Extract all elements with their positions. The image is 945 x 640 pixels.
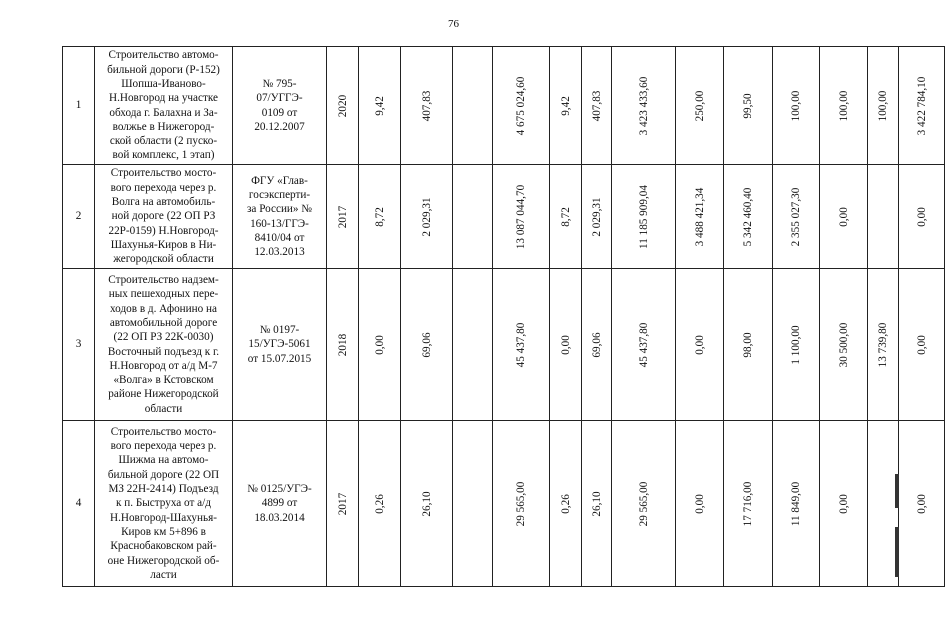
cell-amount-2018 xyxy=(724,47,773,165)
cell-amount-2019 xyxy=(773,165,820,269)
cell-value: 2 029,31 xyxy=(590,196,603,237)
table-row xyxy=(63,165,945,269)
cell-value: 2 355 027,30 xyxy=(789,187,802,246)
cell-value: 8,72 xyxy=(373,206,386,227)
cell-estimated-cost xyxy=(493,47,550,165)
cell-area xyxy=(401,269,453,421)
cell-value: 9,42 xyxy=(373,95,386,116)
cell-gap xyxy=(453,47,493,165)
cell-value: 0,26 xyxy=(373,493,386,514)
expertise-conclusion: № 795- 07/УГГЭ- 0109 от 20.12.2007 xyxy=(233,47,327,165)
cell-amount-2017 xyxy=(676,165,724,269)
cell-value: 2 029,31 xyxy=(420,196,433,237)
cell-value: 2020 xyxy=(336,94,349,117)
cell-value: 69,06 xyxy=(420,331,433,358)
cell-remaining-cost xyxy=(612,269,676,421)
cell-area xyxy=(401,165,453,269)
cell-value: 9,42 xyxy=(559,95,572,116)
cell-value: 8,72 xyxy=(559,206,572,227)
cell-area xyxy=(401,47,453,165)
cell-amount-2018 xyxy=(724,269,773,421)
cell-value: 0,00 xyxy=(915,493,928,514)
cell-value: 17 716,00 xyxy=(741,481,754,526)
cell-value: 1 100,00 xyxy=(789,324,802,365)
cell-value: 45 437,80 xyxy=(637,322,650,367)
cell-year xyxy=(327,421,359,587)
cell-amount-2019 xyxy=(773,47,820,165)
expertise-conclusion: № 0125/УГЭ- 4899 от 18.03.2014 xyxy=(233,421,327,587)
cell-amount-after xyxy=(899,269,945,421)
cell-length-km-2 xyxy=(550,47,582,165)
scan-edge-mark xyxy=(895,474,899,508)
table-row xyxy=(63,421,945,587)
cell-amount-2018 xyxy=(724,165,773,269)
cell-value: 3 488 421,34 xyxy=(693,187,706,246)
cell-value: 99,50 xyxy=(741,92,754,119)
cell-area xyxy=(401,421,453,587)
cell-remaining-cost xyxy=(612,165,676,269)
cell-value: 407,83 xyxy=(590,90,603,121)
cell-value: 407,83 xyxy=(420,90,433,121)
cell-value: 100,00 xyxy=(837,90,850,121)
cell-value: 2018 xyxy=(336,333,349,356)
cell-area-2 xyxy=(582,165,612,269)
cell-year xyxy=(327,47,359,165)
cell-amount-2020 xyxy=(820,421,868,587)
cell-amount-2017 xyxy=(676,269,724,421)
cell-amount-2021 xyxy=(868,47,899,165)
page-number: 76 xyxy=(448,18,459,30)
cell-area-2 xyxy=(582,421,612,587)
cell-gap xyxy=(453,269,493,421)
cell-estimated-cost xyxy=(493,269,550,421)
cell-year xyxy=(327,165,359,269)
cell-amount-2018 xyxy=(724,421,773,587)
cell-value: 2017 xyxy=(336,492,349,515)
cell-value: 11 849,00 xyxy=(789,481,802,526)
cell-value: 4 675 024,60 xyxy=(514,76,527,135)
table-row xyxy=(63,269,945,421)
cell-value: 26,10 xyxy=(590,490,603,517)
cell-value: 0,00 xyxy=(559,334,572,355)
cell-value: 0,00 xyxy=(693,334,706,355)
cell-value: 29 565,00 xyxy=(637,481,650,526)
object-name: Строительство мосто- вого перехода через р. Шижма на автомо- бильной дороге (22 ОП МЗ 22Н-2414) Подъезд к п. Быструха от а/д Н.Новгород-Шахунья- Киров км 5+896 в Краснобаковском рай- оне Нижегородской об- ласти xyxy=(95,421,233,587)
cell-amount-after xyxy=(899,421,945,587)
cell-value: 0,26 xyxy=(559,493,572,514)
cell-area-2 xyxy=(582,269,612,421)
cell-amount-2019 xyxy=(773,269,820,421)
cell-gap xyxy=(453,421,493,587)
cell-amount-2020 xyxy=(820,165,868,269)
cell-amount-2019 xyxy=(773,421,820,587)
cell-value: 11 185 909,04 xyxy=(637,184,650,249)
cell-amount-2017 xyxy=(676,421,724,587)
cell-value: 30 500,00 xyxy=(837,322,850,367)
table-row xyxy=(63,47,945,165)
row-number: 3 xyxy=(63,269,95,421)
cell-value: 98,00 xyxy=(741,331,754,358)
object-name: Строительство надзем- ных пешеходных пере- ходов в д. Афонино на автомобильной дороге (22 ОП РЗ 22К-0030) Восточный подъезд к г. Н.Новгород от а/д М-7 «Волга» в Кстовском районе Нижегородской области xyxy=(95,269,233,421)
cell-amount-2021 xyxy=(868,165,899,269)
cell-gap xyxy=(453,165,493,269)
cell-value: 13 087 044,70 xyxy=(514,184,527,249)
cell-value: 0,00 xyxy=(837,206,850,227)
cell-estimated-cost xyxy=(493,421,550,587)
cell-value: 45 437,80 xyxy=(514,322,527,367)
cell-remaining-cost xyxy=(612,47,676,165)
cell-value: 100,00 xyxy=(789,90,802,121)
cell-value: 100,00 xyxy=(876,90,889,121)
cell-value: 0,00 xyxy=(915,206,928,227)
cell-year xyxy=(327,269,359,421)
cell-value: 13 739,80 xyxy=(876,322,889,367)
cell-amount-2021 xyxy=(868,421,899,587)
cell-value: 0,00 xyxy=(693,493,706,514)
cell-value: 3 422 784,10 xyxy=(915,76,928,135)
cell-value: 0,00 xyxy=(373,334,386,355)
cell-remaining-cost xyxy=(612,421,676,587)
expertise-conclusion: № 0197- 15/УГЭ-5061 от 15.07.2015 xyxy=(233,269,327,421)
cell-length-km-2 xyxy=(550,269,582,421)
row-number: 1 xyxy=(63,47,95,165)
cell-value: 0,00 xyxy=(837,493,850,514)
row-number: 4 xyxy=(63,421,95,587)
cell-value: 2017 xyxy=(336,205,349,228)
object-name: Строительство мосто- вого перехода через р. Волга на автомобиль- ной дороге (22 ОП РЗ 22Р-0159) Н.Новгород- Шахунья-Киров в Ни- жегородской области xyxy=(95,165,233,269)
cell-amount-after xyxy=(899,165,945,269)
cell-amount-2020 xyxy=(820,47,868,165)
cell-value: 3 423 433,60 xyxy=(637,76,650,135)
cell-length-km xyxy=(359,47,401,165)
expertise-conclusion: ФГУ «Глав- госэксперти- за России» № 160-13/ГГЭ- 8410/04 от 12.03.2013 xyxy=(233,165,327,269)
object-name: Строительство автомо- бильной дороги (Р-152) Шопша-Иваново- Н.Новгород на участке обхода г. Балахна и За- волжье в Нижегород- ской области (2 пуско- вой комплекс, 1 этап) xyxy=(95,47,233,165)
cell-value: 0,00 xyxy=(915,334,928,355)
cell-estimated-cost xyxy=(493,165,550,269)
row-number: 2 xyxy=(63,165,95,269)
cell-value: 29 565,00 xyxy=(514,481,527,526)
cell-area-2 xyxy=(582,47,612,165)
cell-amount-2020 xyxy=(820,269,868,421)
cell-length-km xyxy=(359,165,401,269)
cell-length-km-2 xyxy=(550,165,582,269)
cell-length-km xyxy=(359,269,401,421)
cell-value: 69,06 xyxy=(590,331,603,358)
cell-value: 26,10 xyxy=(420,490,433,517)
cell-amount-2017 xyxy=(676,47,724,165)
capital-construction-table xyxy=(62,46,945,587)
cell-length-km xyxy=(359,421,401,587)
cell-value: 250,00 xyxy=(693,90,706,121)
cell-length-km-2 xyxy=(550,421,582,587)
cell-amount-2021 xyxy=(868,269,899,421)
cell-value: 5 342 460,40 xyxy=(741,187,754,246)
scan-edge-mark xyxy=(895,527,899,577)
cell-amount-after xyxy=(899,47,945,165)
